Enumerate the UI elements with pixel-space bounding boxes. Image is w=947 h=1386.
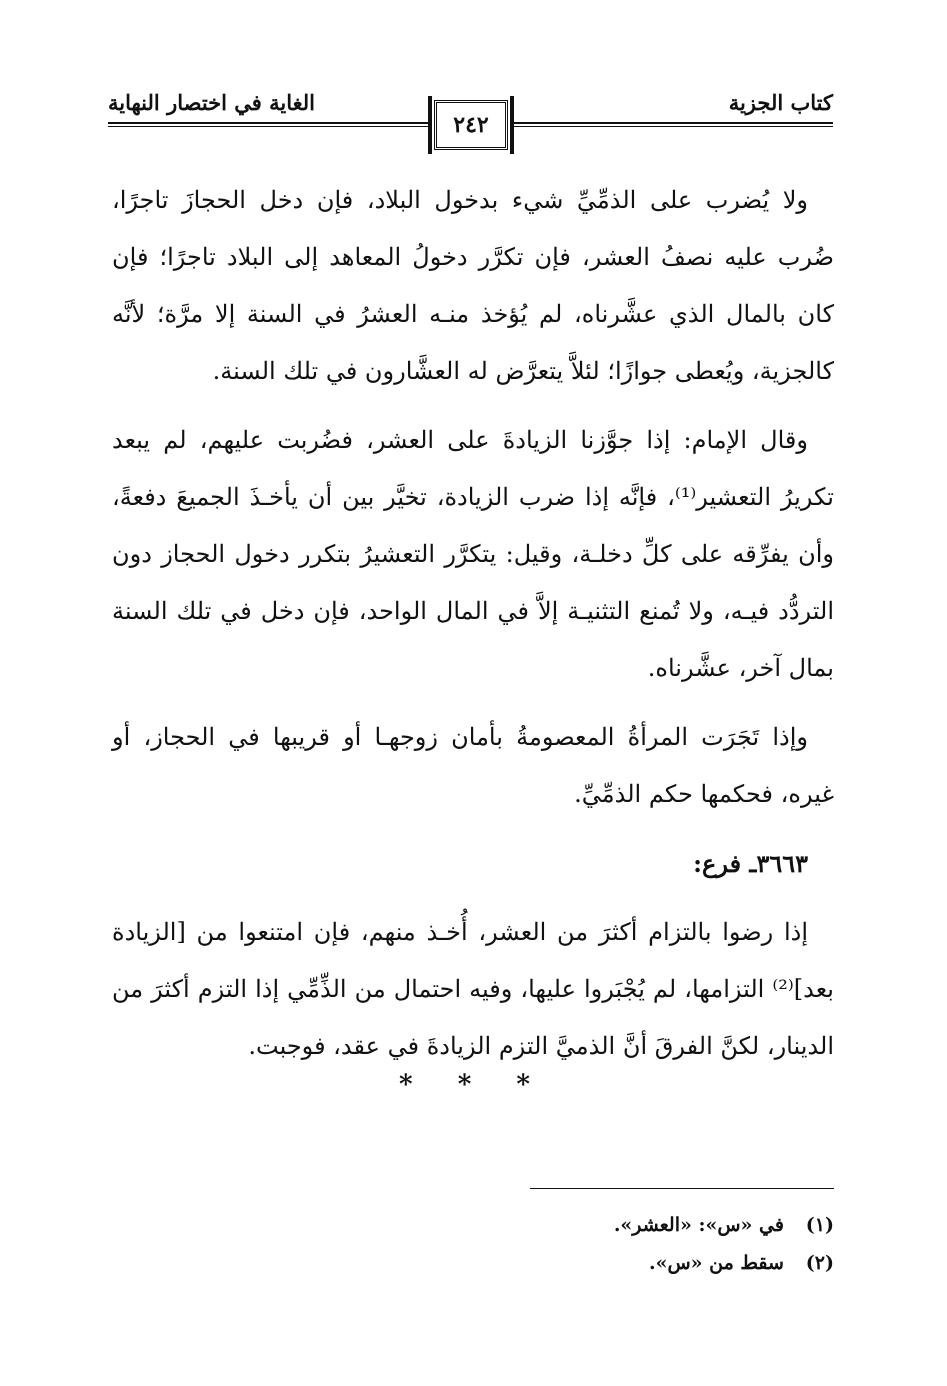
footnote-number: (١) bbox=[805, 1214, 834, 1236]
header-rule-left bbox=[108, 122, 428, 124]
footnote-text: سقط من «س». bbox=[648, 1252, 784, 1274]
page-number-frame bbox=[424, 96, 518, 154]
section-separator: * * * bbox=[399, 1070, 548, 1100]
section-heading: ٣٦٦٣ـ فرع: bbox=[693, 849, 808, 878]
main-text bbox=[112, 172, 834, 1087]
footnotes bbox=[614, 1206, 834, 1282]
footnote-rule bbox=[530, 1188, 834, 1189]
paragraph: إذا رضوا بالتزام أكثرَ من العشر، أُخـذ منهم، فإن امتنعوا من [الزيادة بعد]⁽²⁾ التزامها، لم يُجْبَروا عليها، وفيه احتمال من الذِّمِّي إذا التزم أكثرَ من الدينار، لكنَّ الفرقَ أنَّ الذميَّ التزم الزيادةَ في عقد، فوجبت. bbox=[112, 918, 834, 1060]
paragraph: وقال الإمام: إذا جوَّزنا الزيادةَ على العشر، فضُربت عليهم، لم يبعد تكريرُ التعشير⁽¹⁾، فإنَّه إذا ضرب الزيادة، تخيَّر بين أن يأخـذَ الجميعَ دفعةً، وأن يفرِّقه على كلِّ دخلـة، وقيل: يتكرَّر التعشيرُ بتكرر دخول الحجاز دون التردُّد فيـه، ولا تُمنع التثنيـة إلاَّ في المال الواحد، فإن دخل في تلك السنة بمال آخر، عشَّرناه. bbox=[112, 426, 835, 682]
page-header bbox=[108, 90, 833, 160]
footnote bbox=[614, 1206, 834, 1244]
footnote bbox=[614, 1244, 834, 1282]
footnote-number: (٢) bbox=[805, 1252, 834, 1274]
paragraph: ولا يُضرب على الذمِّيِّ شيء بدخول البلاد، فإن دخل الحجازَ تاجرًا، ضُرب عليه نصفُ العشر، فإن تكرَّر دخولُ المعاهد إلى البلاد تاجرًا؛ فإن كان بالمال الذي عشَّرناه، لم يُؤخذ منـه العشرُ في السنة إلا مرَّة؛ لأنَّه كالجزية، ويُعطى جوازًا؛ لئلاَّ يتعرَّض له العشَّارون في تلك السنة. bbox=[112, 186, 834, 385]
book-title: الغاية في اختصار النهاية bbox=[108, 90, 315, 115]
chapter-title: كتاب الجزية bbox=[728, 90, 833, 115]
page-number: ٢٤٢ bbox=[453, 112, 489, 138]
footnote-text: في «س»: «العشر». bbox=[613, 1214, 784, 1236]
header-rule-right bbox=[513, 122, 833, 124]
paragraph: وإذا تَجَرَت المرأةُ المعصومةُ بأمان زوجهـا أو قريبها في الحجاز، أو غيره، فحكمها حكم الذمِّيِّ. bbox=[112, 723, 834, 808]
